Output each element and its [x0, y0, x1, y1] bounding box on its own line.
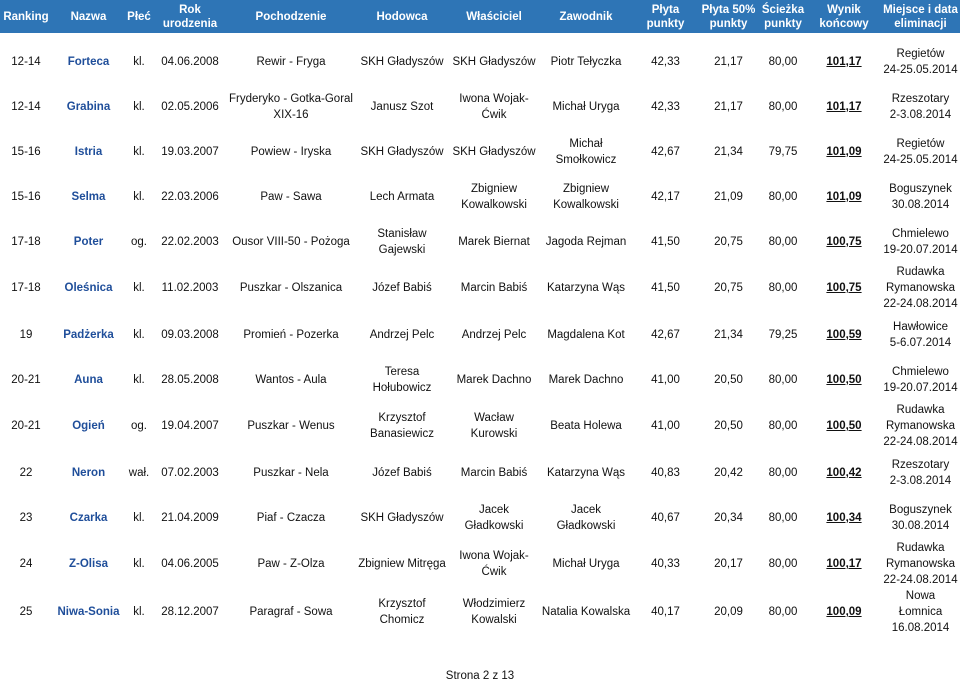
cell-nazwa: Ogień: [72, 420, 105, 432]
cell-plyta-50-punkty: 20,34: [714, 511, 743, 524]
cell-nazwa: Auna: [74, 373, 103, 386]
cell-plyta-punkty: 42,67: [651, 145, 680, 158]
cell-zawodnik: Jagoda Rejman: [545, 235, 627, 248]
miejsce-eliminacji: Boguszynek: [889, 182, 952, 195]
page-footer: Strona 2 z 13: [445, 670, 515, 682]
cell-zawodnik: Magdalena Kot: [547, 328, 625, 341]
cell-sciezka-punkty: 80,00: [768, 606, 798, 618]
cell-pochodzenie: Ousor VIII-50 - Pożoga: [232, 235, 350, 248]
header-sciezka: Ścieżka punkty: [759, 0, 807, 33]
cell-zawodnik: Katarzyna Wąs: [547, 466, 625, 479]
data-eliminacji: 24-25.05.2014: [883, 153, 958, 166]
cell-plyta-punkty: 40,83: [651, 466, 680, 479]
cell-sciezka-punkty: 80,00: [768, 235, 798, 248]
data-eliminacji: 22-24.08.2014: [883, 436, 958, 448]
cell-nazwa: Niwa-Sonia: [57, 606, 120, 618]
miejsce-eliminacji: Nowa Łomnica: [898, 590, 943, 618]
cell-ranking: 12-14: [11, 55, 41, 68]
cell-wlasciciel: Andrzej Pelc: [461, 328, 527, 341]
cell-ranking: 17-18: [11, 235, 41, 248]
cell-ranking: 25: [19, 606, 33, 618]
cell-miejsce-data: [881, 174, 960, 219]
table-row: [0, 39, 960, 84]
cell-miejsce-data: [881, 39, 960, 84]
cell-hodowca: Andrzej Pelc: [369, 328, 435, 341]
header-zawodnik: Zawodnik: [539, 0, 633, 33]
cell-sciezka-punkty: 80,00: [768, 466, 798, 479]
cell-zawodnik: Katarzyna Wąs: [547, 282, 625, 294]
cell-plec: kl.: [133, 145, 145, 158]
header-nazwa: Nazwa: [52, 0, 125, 33]
cell-miejsce-data: [881, 540, 960, 588]
cell-hodowca: SKH Gładyszów: [360, 55, 444, 68]
cell-sciezka-punkty: 80,00: [768, 420, 798, 432]
cell-wlasciciel: SKH Gładyszów: [452, 145, 536, 158]
cell-wlasciciel: Wacław Kurowski: [470, 412, 518, 440]
cell-nazwa: Czarka: [69, 511, 108, 524]
data-eliminacji: 30.08.2014: [891, 198, 950, 211]
cell-plyta-50-punkty: 20,42: [714, 466, 743, 479]
cell-plyta-punkty: 42,17: [651, 190, 680, 203]
cell-wynik-koncowy: 100,50: [826, 420, 862, 432]
cell-sciezka-punkty: 80,00: [768, 100, 798, 113]
cell-sciezka-punkty: 80,00: [768, 373, 798, 386]
cell-hodowca: SKH Gładyszów: [360, 511, 444, 524]
cell-plec: kl.: [133, 55, 145, 68]
cell-hodowca: Stanisław Gajewski: [377, 227, 427, 256]
cell-plyta-50-punkty: 21,17: [714, 100, 743, 113]
cell-pochodzenie: Paw - Z-Olza: [257, 558, 325, 570]
data-eliminacji: 2-3.08.2014: [889, 474, 952, 487]
cell-miejsce-data: [881, 495, 960, 540]
cell-nazwa: Padżerka: [63, 328, 114, 341]
cell-plyta-50-punkty: 20,50: [714, 420, 743, 432]
cell-sciezka-punkty: 79,75: [768, 145, 798, 158]
cell-wynik-koncowy: 100,59: [826, 328, 862, 341]
cell-plec: kl.: [133, 190, 145, 203]
cell-miejsce-data: [881, 219, 960, 264]
cell-pochodzenie: Fryderyko - Gotka-Goral XIX-16: [229, 92, 353, 121]
cell-pochodzenie: Puszkar - Olszanica: [239, 282, 343, 294]
miejsce-eliminacji: Boguszynek: [889, 503, 952, 516]
miejsce-eliminacji: Rzeszotary: [891, 458, 950, 471]
cell-plyta-50-punkty: 20,09: [714, 606, 743, 618]
cell-plyta-50-punkty: 21,34: [714, 328, 743, 341]
table-row: [0, 84, 960, 129]
header-miejsce: Miejsce i data eliminacji: [881, 0, 960, 33]
header-ranking: Ranking: [0, 0, 52, 33]
cell-ranking: 23: [19, 511, 33, 524]
cell-plec: kl.: [133, 282, 145, 294]
data-eliminacji: 24-25.05.2014: [883, 63, 958, 76]
cell-ranking: 15-16: [11, 145, 41, 158]
cell-zawodnik: Marek Dachno: [548, 373, 624, 386]
cell-ranking: 15-16: [11, 190, 41, 203]
cell-miejsce-data: [881, 402, 960, 450]
cell-pochodzenie: Puszkar - Wenus: [247, 420, 335, 432]
cell-rok-urodzenia: 22.03.2006: [161, 190, 219, 203]
header-rok: Rok urodzenia: [153, 0, 227, 33]
cell-plyta-punkty: 41,00: [651, 373, 680, 386]
cell-zawodnik: Piotr Tełyczka: [550, 55, 622, 68]
data-eliminacji: 30.08.2014: [891, 519, 950, 532]
cell-wlasciciel: Marek Biernat: [458, 235, 530, 248]
cell-zawodnik: Michał Uryga: [552, 558, 620, 570]
header-plec: Płeć: [125, 0, 153, 33]
cell-wynik-koncowy: 100,42: [826, 466, 862, 479]
cell-plec: kl.: [133, 373, 145, 386]
cell-miejsce-data: [881, 264, 960, 312]
cell-miejsce-data: [881, 588, 960, 636]
cell-plec: kl.: [133, 328, 145, 341]
data-eliminacji: 22-24.08.2014: [883, 298, 958, 310]
cell-nazwa: Poter: [73, 235, 104, 248]
cell-rok-urodzenia: 28.12.2007: [161, 606, 219, 618]
cell-nazwa: Selma: [71, 190, 106, 203]
table-row: [0, 264, 960, 312]
cell-sciezka-punkty: 79,25: [768, 328, 798, 341]
cell-hodowca: Janusz Szot: [370, 100, 434, 113]
cell-nazwa: Oleśnica: [64, 282, 113, 294]
cell-plyta-50-punkty: 20,50: [714, 373, 743, 386]
cell-hodowca: Lech Armata: [369, 190, 435, 203]
cell-rok-urodzenia: 07.02.2003: [161, 466, 219, 479]
cell-ranking: 20-21: [11, 373, 41, 386]
cell-rok-urodzenia: 19.03.2007: [161, 145, 219, 158]
miejsce-eliminacji: Rzeszotary: [891, 92, 950, 105]
cell-plyta-50-punkty: 20,17: [714, 558, 743, 570]
cell-plyta-punkty: 40,17: [651, 606, 680, 618]
cell-wlasciciel: SKH Gładyszów: [452, 55, 536, 68]
cell-rok-urodzenia: 11.02.2003: [161, 282, 219, 294]
miejsce-eliminacji: Regietów: [896, 47, 945, 60]
cell-plyta-50-punkty: 20,75: [714, 235, 743, 248]
cell-hodowca: Teresa Hołubowicz: [372, 365, 432, 394]
cell-miejsce-data: [881, 357, 960, 402]
cell-miejsce-data: [881, 312, 960, 357]
cell-zawodnik: Natalia Kowalska: [541, 606, 631, 618]
cell-nazwa: Forteca: [67, 55, 110, 68]
header-plyta: Płyta punkty: [633, 0, 698, 33]
miejsce-eliminacji: Rudawka Rymanowska: [885, 542, 956, 570]
cell-hodowca: Józef Babiś: [372, 466, 432, 479]
cell-plec: kl.: [133, 100, 145, 113]
header-row: [0, 0, 960, 33]
table-row: [0, 129, 960, 174]
cell-plec: kl.: [133, 558, 145, 570]
data-eliminacji: 2-3.08.2014: [889, 108, 952, 121]
cell-sciezka-punkty: 80,00: [768, 511, 798, 524]
cell-ranking: 12-14: [11, 100, 41, 113]
cell-wynik-koncowy: 100,75: [826, 282, 862, 294]
cell-plyta-punkty: 41,50: [651, 235, 680, 248]
header-pochodzenie: Pochodzenie: [227, 0, 355, 33]
table-row: [0, 402, 960, 450]
cell-rok-urodzenia: 04.06.2008: [161, 55, 219, 68]
table-row: [0, 174, 960, 219]
cell-wynik-koncowy: 100,09: [826, 606, 862, 618]
data-eliminacji: 5-6.07.2014: [889, 336, 952, 349]
cell-wlasciciel: Iwona Wojak-Ćwik: [459, 550, 529, 578]
cell-wynik-koncowy: 101,09: [826, 145, 862, 158]
cell-wynik-koncowy: 100,34: [826, 511, 862, 524]
cell-sciezka-punkty: 80,00: [768, 558, 798, 570]
table-row: [0, 588, 960, 636]
cell-rok-urodzenia: 21.04.2009: [161, 511, 219, 524]
cell-rok-urodzenia: 02.05.2006: [161, 100, 219, 113]
cell-plyta-50-punkty: 21,17: [714, 55, 743, 68]
cell-sciezka-punkty: 80,00: [768, 55, 798, 68]
miejsce-eliminacji: Regietów: [896, 137, 945, 150]
cell-plec: kl.: [133, 606, 145, 618]
cell-wynik-koncowy: 101,09: [826, 190, 862, 203]
cell-plyta-50-punkty: 21,34: [714, 145, 743, 158]
header-plyta-50: Płyta 50% punkty: [698, 0, 759, 33]
cell-ranking: 19: [19, 328, 33, 341]
table-row: [0, 540, 960, 588]
cell-wlasciciel: Włodzimierz Kowalski: [462, 598, 526, 626]
miejsce-eliminacji: Chmielewo: [892, 227, 949, 240]
cell-plyta-punkty: 41,00: [651, 420, 680, 432]
table-row: [0, 357, 960, 402]
cell-plyta-punkty: 40,67: [651, 511, 680, 524]
data-eliminacji: 22-24.08.2014: [883, 574, 958, 586]
miejsce-eliminacji: Rudawka Rymanowska: [885, 266, 956, 294]
cell-ranking: 20-21: [11, 420, 41, 432]
cell-wynik-koncowy: 100,75: [826, 235, 862, 248]
cell-pochodzenie: Rewir - Fryga: [256, 55, 326, 68]
cell-pochodzenie: Puszkar - Nela: [253, 466, 329, 479]
data-eliminacji: 19-20.07.2014: [883, 381, 958, 394]
cell-zawodnik: Michał Smołkowicz: [555, 137, 617, 166]
cell-plyta-50-punkty: 20,75: [714, 282, 743, 294]
cell-nazwa: Istria: [74, 145, 103, 158]
cell-nazwa: Grabina: [66, 100, 111, 113]
cell-plyta-punkty: 41,50: [651, 282, 680, 294]
cell-plyta-punkty: 42,67: [651, 328, 680, 341]
cell-pochodzenie: Powiew - Iryska: [250, 145, 332, 158]
table-row: [0, 219, 960, 264]
header-wynik: Wynik końcowy: [807, 0, 881, 33]
cell-ranking: 24: [19, 558, 33, 570]
cell-rok-urodzenia: 09.03.2008: [161, 328, 219, 341]
cell-zawodnik: Michał Uryga: [552, 100, 620, 113]
cell-nazwa: Z-Olisa: [69, 558, 108, 570]
cell-miejsce-data: [881, 450, 960, 495]
cell-pochodzenie: Paw - Sawa: [260, 190, 322, 203]
cell-pochodzenie: Paragraf - Sowa: [249, 606, 333, 618]
cell-wynik-koncowy: 100,50: [826, 373, 862, 386]
cell-plyta-punkty: 40,33: [651, 558, 680, 570]
cell-rok-urodzenia: 19.04.2007: [161, 420, 219, 432]
cell-plec: og.: [131, 235, 147, 248]
cell-wlasciciel: Marek Dachno: [456, 373, 532, 386]
cell-wlasciciel: Iwona Wojak-Ćwik: [459, 92, 529, 121]
cell-hodowca: Krzysztof Chomicz: [378, 598, 426, 626]
cell-zawodnik: Jacek Gładkowski: [556, 503, 616, 532]
cell-pochodzenie: Promień - Pozerka: [243, 328, 339, 341]
table-row: [0, 450, 960, 495]
cell-rok-urodzenia: 22.02.2003: [161, 235, 219, 248]
cell-wlasciciel: Jacek Gładkowski: [464, 503, 524, 532]
miejsce-eliminacji: Chmielewo: [892, 365, 949, 378]
cell-plyta-punkty: 42,33: [651, 55, 680, 68]
cell-wlasciciel: Zbigniew Kowalkowski: [461, 182, 527, 211]
miejsce-eliminacji: Rudawka Rymanowska: [885, 404, 956, 432]
cell-wynik-koncowy: 100,17: [826, 558, 862, 570]
cell-sciezka-punkty: 80,00: [768, 190, 798, 203]
cell-rok-urodzenia: 28.05.2008: [161, 373, 219, 386]
header-wlasciciel: Właściciel: [449, 0, 539, 33]
cell-nazwa: Neron: [71, 466, 106, 479]
cell-pochodzenie: Piaf - Czacza: [256, 511, 326, 524]
cell-hodowca: Zbigniew Mitręga: [358, 558, 446, 570]
cell-sciezka-punkty: 80,00: [768, 282, 798, 294]
cell-hodowca: Józef Babiś: [372, 282, 432, 294]
cell-wlasciciel: Marcin Babiś: [460, 466, 528, 479]
cell-ranking: 17-18: [11, 282, 41, 294]
miejsce-eliminacji: Hawłowice: [893, 320, 948, 333]
cell-zawodnik: Zbigniew Kowalkowski: [553, 182, 619, 211]
cell-plec: og.: [131, 420, 147, 432]
cell-wynik-koncowy: 101,17: [826, 100, 862, 113]
data-eliminacji: 16.08.2014: [891, 622, 950, 634]
cell-zawodnik: Beata Holewa: [550, 420, 622, 432]
data-eliminacji: 19-20.07.2014: [883, 243, 958, 256]
cell-wynik-koncowy: 101,17: [826, 55, 862, 68]
table-row: [0, 495, 960, 540]
cell-ranking: 22: [19, 466, 33, 479]
cell-wlasciciel: Marcin Babiś: [460, 282, 528, 294]
cell-pochodzenie: Wantos - Aula: [255, 373, 327, 386]
cell-hodowca: SKH Gładyszów: [360, 145, 444, 158]
cell-plec: wał.: [128, 466, 150, 479]
cell-plyta-punkty: 42,33: [651, 100, 680, 113]
cell-hodowca: Krzysztof Banasiewicz: [370, 412, 434, 440]
cell-miejsce-data: [881, 129, 960, 174]
cell-plyta-50-punkty: 21,09: [714, 190, 743, 203]
cell-miejsce-data: [881, 84, 960, 129]
cell-rok-urodzenia: 04.06.2005: [161, 558, 219, 570]
table-row: [0, 312, 960, 357]
cell-plec: kl.: [133, 511, 145, 524]
header-hodowca: Hodowca: [355, 0, 449, 33]
